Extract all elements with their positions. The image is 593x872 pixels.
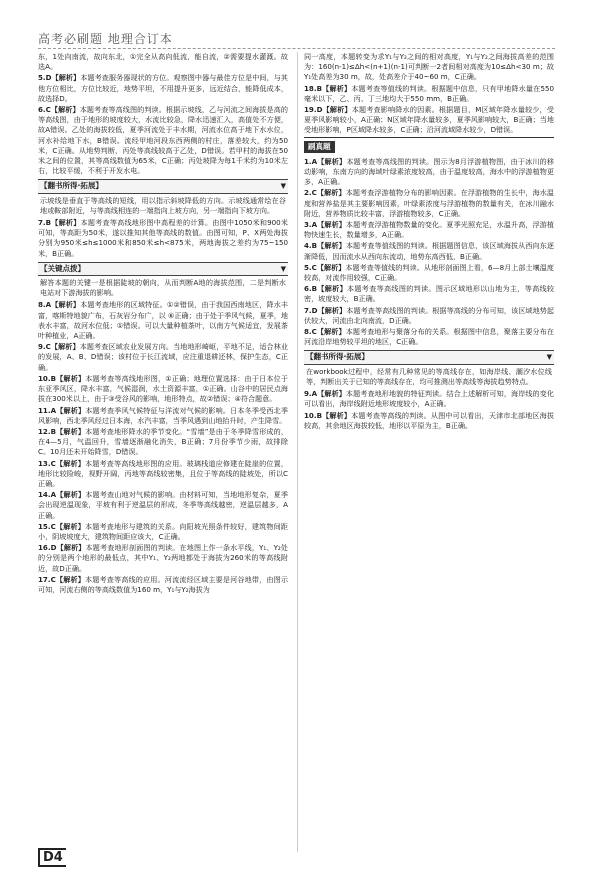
answer-paragraph xyxy=(304,327,554,347)
answer-paragraph xyxy=(304,284,554,304)
answer-text: 本题考查等高线的应用。河流流经区域主要是河谷地带，由图示可知，河流右侧的等高线数值为160 m，Y₁与Y₂海拔为 xyxy=(38,574,289,594)
tip-box-title: 【翻书所得·拓展】 xyxy=(40,181,103,191)
answer-text: 本题考查等高线的判读。从图中可以看出，天津市北部地区海拔较高，其余地区海拔较低，地形以平原为主，B正确。 xyxy=(304,410,555,430)
page-header: 高考必刷题 地理合订本 xyxy=(38,32,173,46)
answer-number: 2.C xyxy=(304,188,317,198)
tip-box-header xyxy=(38,262,288,276)
analysis-tag: 【解析】 xyxy=(51,218,81,228)
left-column xyxy=(38,52,288,596)
answer-paragraph xyxy=(38,406,288,426)
answer-number: 4.B xyxy=(304,241,318,251)
answer-number: 9.C xyxy=(38,342,51,352)
answer-text: 本题考查等高线图的判读。图示区域地形以山地为主，等高线较密，坡度较大，B正确。 xyxy=(304,284,555,304)
answer-paragraph xyxy=(38,342,288,373)
analysis-tag: 【解析】 xyxy=(56,543,86,553)
answer-paragraph xyxy=(38,52,288,72)
answer-number: 12.B xyxy=(38,426,56,436)
answer-text: 本题考查等高线图的判读。根据等高线的分布可知，该区域地势起伏较大，河流由北向南流，D正确。 xyxy=(304,305,555,325)
answer-number: 8.A xyxy=(38,300,52,310)
column-divider xyxy=(297,52,298,852)
tip-box-header xyxy=(38,179,288,193)
answer-paragraph xyxy=(38,522,288,542)
analysis-tag: 【解析】 xyxy=(51,73,81,83)
answer-text: 本题考查等高线地形图中高程差的计算。由图中1050米和900米可知，等高距为50米，遂以推知其他等高线的数值。由图可知，P、X两处海拔分别为950米≤h≤1000米和850米≤h<875米，两地海拔之差约为75~150米，B正确。 xyxy=(38,218,288,258)
answer-number: 9.A xyxy=(304,389,318,399)
answer-number: 15.C xyxy=(38,521,56,531)
analysis-tag: 【解析】 xyxy=(55,458,85,468)
analysis-tag: 【解析】 xyxy=(317,241,346,251)
answer-paragraph xyxy=(304,105,554,136)
answer-paragraph xyxy=(304,188,554,219)
answer-text: 本题考查等值线图的判读。根据题图信息，该区域海拔从西向东逐渐降低，因而流水从西向东流动，地势东高西低，B正确。 xyxy=(304,241,555,261)
answer-text: 本题考查服务器现状的方位。观察图中器与最佳方位是中间，与其他方位相比，方位比较近，地势平坦，不用提升更多，远近结合，能降低成本，故选择D。 xyxy=(38,73,289,103)
tip-box-header xyxy=(304,350,554,364)
answer-paragraph xyxy=(38,374,288,405)
answer-paragraph xyxy=(304,220,554,240)
answer-number: 7.D xyxy=(304,305,318,315)
answer-text: 本题考查山地对气候的影响。由材料可知，当地地形复杂，夏季会出现逆温现象，平坡有利于逆温层的形成，冬季等高线越密，逆温层越多，A正确。 xyxy=(38,490,289,520)
answer-paragraph xyxy=(38,490,288,521)
analysis-tag: 【解析】 xyxy=(50,342,80,352)
analysis-tag: 【解析】 xyxy=(56,405,86,415)
analysis-tag: 【解析】 xyxy=(50,105,80,115)
analysis-tag: 【解析】 xyxy=(317,284,347,294)
answer-paragraph xyxy=(38,543,288,574)
answer-paragraph xyxy=(38,73,288,104)
analysis-tag: 【解析】 xyxy=(51,300,81,310)
analysis-tag: 【解析】 xyxy=(317,156,347,166)
answer-text: 本题考查地形地貌的特征判读。结合上述解析可知，海岸线的变化可以看出，海岸线附近地形坡度较小，A正确。 xyxy=(304,389,554,409)
answer-paragraph xyxy=(38,105,288,176)
answer-text: 本题考查等值线的判读。根据题中信息，只有甲地降水量在550毫米以下，乙、丙、丁三地均大于550 mm，B正确。 xyxy=(304,83,555,103)
analysis-tag: 【解析】 xyxy=(56,490,86,500)
tip-box-title: 【关键点拨】 xyxy=(40,263,85,273)
answer-number: 1.A xyxy=(304,156,318,166)
answer-paragraph xyxy=(38,300,288,341)
answer-text: 本题考查浮游植物数量的变化。夏季光照充足，水温升高，浮游植物快速生长，数量增多，A正确。 xyxy=(304,220,554,240)
answer-number: 6.C xyxy=(38,105,51,115)
answer-number: 13.C xyxy=(38,458,56,468)
answer-number: 10.B xyxy=(38,373,56,383)
triangle-down-icon: ▼ xyxy=(280,264,286,273)
answer-text: 本题考查地形与聚落分布的关系。根据图中信息，聚落主要分布在河流沿岸地势较平坦的地区，C正确。 xyxy=(304,327,555,347)
analysis-tag: 【解析】 xyxy=(317,220,346,230)
answer-paragraph xyxy=(38,218,288,259)
answer-number: 10.B xyxy=(304,410,322,420)
analysis-tag: 【解析】 xyxy=(317,305,347,315)
answer-paragraph xyxy=(304,263,554,283)
analysis-tag: 【解析】 xyxy=(55,426,86,436)
tip-box-body: 示坡线是垂直于等高线的短线，用以指示斜坡降低的方向。示坡线通常绘在谷地或鞍部附近，与等高线相连的一端指向上坡方向，另一端指向下坡方向。 xyxy=(40,195,286,215)
answer-number: 16.D xyxy=(38,543,57,553)
answer-number: 6.B xyxy=(304,284,318,294)
answer-text: 本题考查浮游植物分布的影响因素。在浮游植物的生长中，海水温度和营养盐是其主要影响因素，叶绿素浓度与浮游植物的数量有关，在冰川融水附近，营养物质比较丰富，浮游植物较多，C正确。 xyxy=(304,188,555,218)
answer-number: 18.B xyxy=(304,83,322,93)
analysis-tag: 【解析】 xyxy=(316,327,346,337)
analysis-tag: 【解析】 xyxy=(321,83,352,93)
answer-number: 11.A xyxy=(38,405,57,415)
answer-text: 本题考查等高线图的判读。图示为8月浮游植物图，由于冰川的移动影响，东南方向的海域叶绿素浓度较高，由于温度较高，海水中的浮游植物更多，A正确。 xyxy=(304,156,554,187)
answer-paragraph xyxy=(38,427,288,458)
answer-text: 本题考查影响降水的因素。根据题目，M区域年降水量较少，受夏季风影响较小，A正确；N区域年降水量较多，夏季风影响较大，B正确；当地受地形影响，P区域降水较多，C正确；沿河流域降水较少，D错误。 xyxy=(304,105,554,135)
answer-number: 5.D xyxy=(38,73,52,83)
answer-paragraph xyxy=(304,157,554,188)
answer-number: 19.D xyxy=(304,105,323,115)
answer-paragraph xyxy=(38,575,288,595)
answer-paragraph xyxy=(38,459,288,490)
analysis-tag: 【解析】 xyxy=(316,262,346,272)
answer-text: 本题考查地形的区域特征。①②错误，由于我国西南地区，降水丰富，喀斯特地貌广布，石灰岩分布广，以 ⑥正确；由于处于季风气候，夏季，地表水丰富，故河水位低；①错误。可以大量种植茶叶，以南方气候适宜，发展茶叶种植业，A正确。 xyxy=(38,300,289,341)
answer-number: 17.C xyxy=(38,574,56,584)
answer-number: 7.B xyxy=(38,218,52,228)
answer-paragraph xyxy=(304,52,554,83)
section-title: 刷真题 xyxy=(304,141,335,153)
answer-text: 本题考查季风气候特征与洋流对气候的影响。日本冬季受西北季风影响，西北季风经过日本海，水汽丰富，当季风遇到山地抬升时，产生降雪。 xyxy=(38,405,289,425)
answer-paragraph xyxy=(304,306,554,326)
section-header xyxy=(304,137,554,155)
tip-box-body: 在workbook过程中，经常有几种常见的等高线存在，如海岸线、潮汐水位线等，判断出关于已知的等高线存在，均可推测出等高线等海拔趋势特点。 xyxy=(306,366,552,386)
answer-number: 3.A xyxy=(304,220,318,230)
answer-text: 同一高度，本题转变为求Y₁与Y₂之间的相对高度，Y₁与Y₂之间海拔高差的范围为：160(n-1)≤Δh<(n+1)(n-1)可判断一2者间相对高度为10≤Δh<30 m；故Y₁处高差为30 m，故，处高差介于40~60 m，C正确。 xyxy=(304,52,554,82)
analysis-tag: 【解析】 xyxy=(55,521,85,531)
tip-box-title: 【翻书所得·拓展】 xyxy=(306,352,369,362)
answer-text: 东，1处向南流，故向东北，①完全从高向低流，能自流，②需要提水灌溉。故选A。 xyxy=(38,52,288,72)
triangle-down-icon: ▼ xyxy=(280,182,286,191)
answer-paragraph xyxy=(304,84,554,104)
answer-text: 本题考查等高线图的判读。根据示坡线，乙与河流之间海拔是高的等高线图，由于地形的坡度较大，水流比较急，降水迅速汇入，高值处不方便，故A错误。乙处的海拔较低，夏季河流处于丰水期，河流水位高于地下水水位，河水补给地下水，B错误。流经甲地河段东西两侧的村庄，落差较大，约为50米，C正确。从地势判断，丙处等高线较高于乙处，D错误。若甲村的海拔在50米之间的位置，其等高线数值为65米，C正确；丙处坡降为每1千米约为10米左右，比较平缓，不利于开发水电。 xyxy=(38,105,289,176)
right-column xyxy=(304,52,554,432)
answer-text: 本题考查区域农业发展方向。当地地形崎岖，平地不足，适合林业的发展，A、B、D错误；该村位于长江流域，应注重退耕还林，保护生态，C正确。 xyxy=(38,342,289,372)
answer-number: 8.C xyxy=(304,327,317,337)
analysis-tag: 【解析】 xyxy=(55,574,85,584)
answer-paragraph xyxy=(304,241,554,261)
page-number: D4 xyxy=(38,848,66,867)
answer-paragraph xyxy=(304,411,554,431)
triangle-down-icon: ▼ xyxy=(546,353,552,362)
answer-text: 本题考查等值线的判读。从地形剖面图上看，6—8月上部土壤温度较高，对流作用较强，C正确。 xyxy=(304,262,555,283)
answer-number: 5.C xyxy=(304,262,317,272)
answer-paragraph xyxy=(304,389,554,409)
analysis-tag: 【解析】 xyxy=(317,389,346,399)
header-rule xyxy=(38,48,555,49)
answer-text: 本题考查地形剖面图的判读。在地图上作一条水平线，Y₁、Y₂处的分别是两个地形的最低点，其中Y₁、Y₂两地都处于海拔为260米的等高线附近，故D正确。 xyxy=(38,543,288,573)
analysis-tag: 【解析】 xyxy=(322,105,352,115)
tip-box-body: 解答本题的关键一是根据陡坡的朝向，从而判断A地的海拔范围，二是判断水电站对下游海拔的影响。 xyxy=(40,278,286,298)
answer-text: 本题考查地形降水的季节变化。“雪墙”是由于冬季降雪形成的，在4—5月，气温回升，雪墙逐渐融化消失，B正确；7月份季节少雨，故排除C。10月还未开始降雪，D错误。 xyxy=(38,426,289,457)
answer-text: 本题考查等高线地形图的应用。玻璃栈道应修建在陡崖的位置，地形比较险峻，视野开阔，丙地等高线较密集，且位于等高线的陡坡处，所以C正确。 xyxy=(38,458,289,488)
answer-text: 本题考查等高线地形图，①正确；地理位置选择：由于日本位于东亚季风区，降水丰富，气候湿润，水土资源丰富，①正确。山谷中的居民点海拔在300米以上，由于③受谷风的影响，地形特点，故②错误；④符合题意。 xyxy=(38,373,289,404)
answer-text: 本题考查地形与建筑的关系。向阳坡光照条件较好，建筑物间距小，阴坡坡度大，建筑物间距应该大，C正确。 xyxy=(38,521,289,541)
answer-number: 14.A xyxy=(38,490,57,500)
analysis-tag: 【解析】 xyxy=(316,188,346,198)
analysis-tag: 【解析】 xyxy=(321,410,352,420)
analysis-tag: 【解析】 xyxy=(55,373,86,383)
